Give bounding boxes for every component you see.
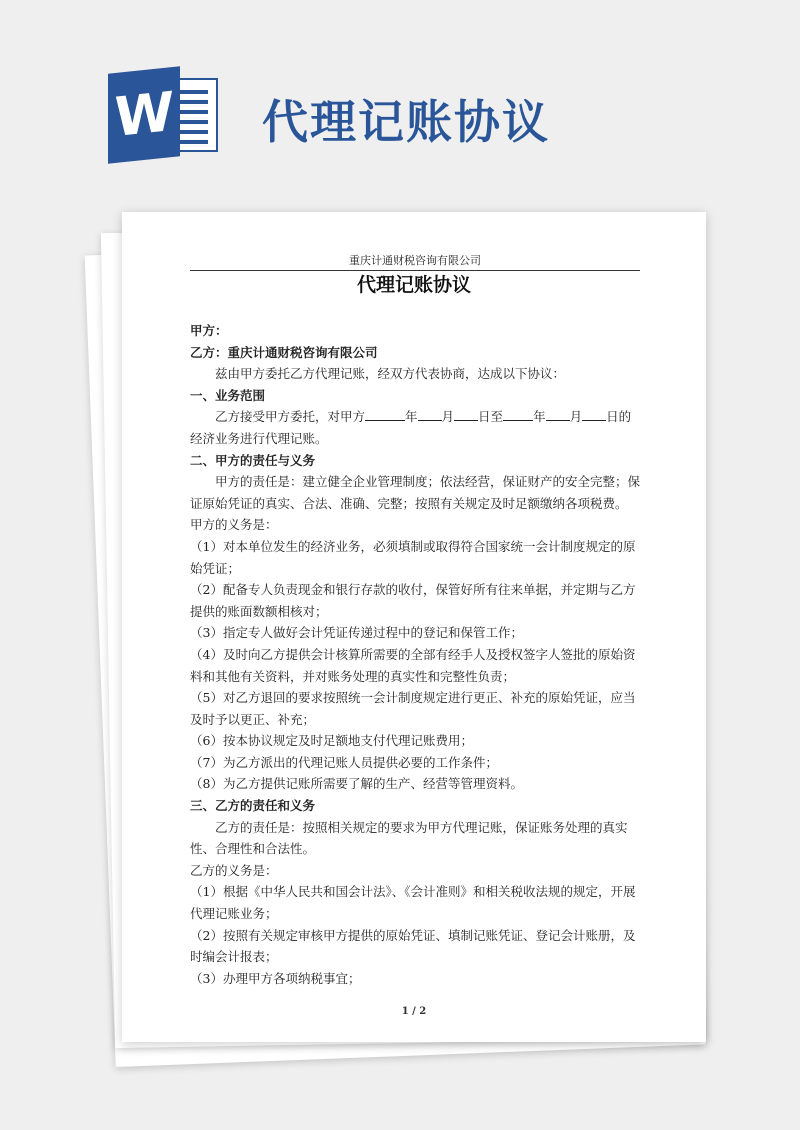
list-item: （6）按本协议规定及时足额地支付代理记账费用； <box>190 733 473 749</box>
section-2-title: 二、甲方的责任与义务 <box>190 452 316 468</box>
banner-title: 代理记账协议 <box>262 95 550 149</box>
list-item: （3）办理甲方各项纳税事宜； <box>190 970 361 986</box>
word-logo-icon <box>108 70 218 160</box>
document-body <box>190 320 640 989</box>
list-item: （2）配备专人负责现金和银行存款的收付，保管好所有往来单据，并定期与乙方提供的账面数额相核对； <box>190 582 636 619</box>
document-page <box>122 212 706 1042</box>
list-item: （1）根据《中华人民共和国会计法》、《会计准则》和相关税收法规的规定，开展代理记账业务； <box>190 884 636 922</box>
list-item: （3）指定专人做好会计凭证传递过程中的登记和保管工作； <box>190 625 523 641</box>
list-item: （2）按照有关规定审核甲方提供的原始凭证、填制记账凭证、登记会计账册，及时编会计报表； <box>190 927 636 965</box>
page-header: 重庆计通财税咨询有限公司 <box>190 252 640 271</box>
section-3-title: 三、乙方的责任和义务 <box>190 798 316 814</box>
document-title: 代理记账协议 <box>356 274 471 296</box>
party-b-line: 乙方：重庆计通财税咨询有限公司 <box>190 344 378 360</box>
section-1-paragraph: 乙方接受甲方委托，对甲方 年 月 日至 年 月 日的经济业务进行代理记账。 <box>190 406 640 449</box>
section-2-responsibility: 甲方的责任是：建立健全企业管理制度；依法经营，保证财产的安全完整；保证原始凭证的真实、合法、准确、完整；按照有关规定及时足额缴纳各项税费。 <box>190 474 641 511</box>
list-item: （7）为乙方派出的代理记账人员提供必要的工作条件； <box>190 754 498 770</box>
list-item: （5）对乙方退回的要求按照统一会计制度规定进行更正、补充的原始凭证，应当及时予以更正、补充； <box>190 690 636 727</box>
list-item: （8）为乙方提供记账所需要了解的生产、经营等管理资料。 <box>190 776 523 792</box>
page-number: 1 / 2 <box>401 1006 427 1017</box>
section-1-title: 一、业务范围 <box>190 387 266 403</box>
party-a-line: 甲方： <box>190 323 228 338</box>
intro-paragraph: 兹由甲方委托乙方代理记账，经双方代表协商，达成以下协议： <box>215 366 566 382</box>
section-3-duty-heading: 乙方的义务是： <box>190 862 278 878</box>
list-item: （4）及时向乙方提供会计核算所需要的全部有经手人及授权签字人签批的原始资料和其他有关资料，并对账务处理的真实性和完整性负责； <box>190 646 636 684</box>
list-item: （1）对本单位发生的经济业务，必须填制或取得符合国家统一会计制度规定的原始凭证； <box>190 538 636 576</box>
word-letter-badge: W <box>108 66 180 164</box>
section-2-duty-heading: 甲方的义务是： <box>190 517 278 533</box>
section-3-responsibility: 乙方的责任是：按照相关规定的要求为甲方代理记账，保证账务处理的真实性、合理性和合法性。 <box>190 819 628 857</box>
